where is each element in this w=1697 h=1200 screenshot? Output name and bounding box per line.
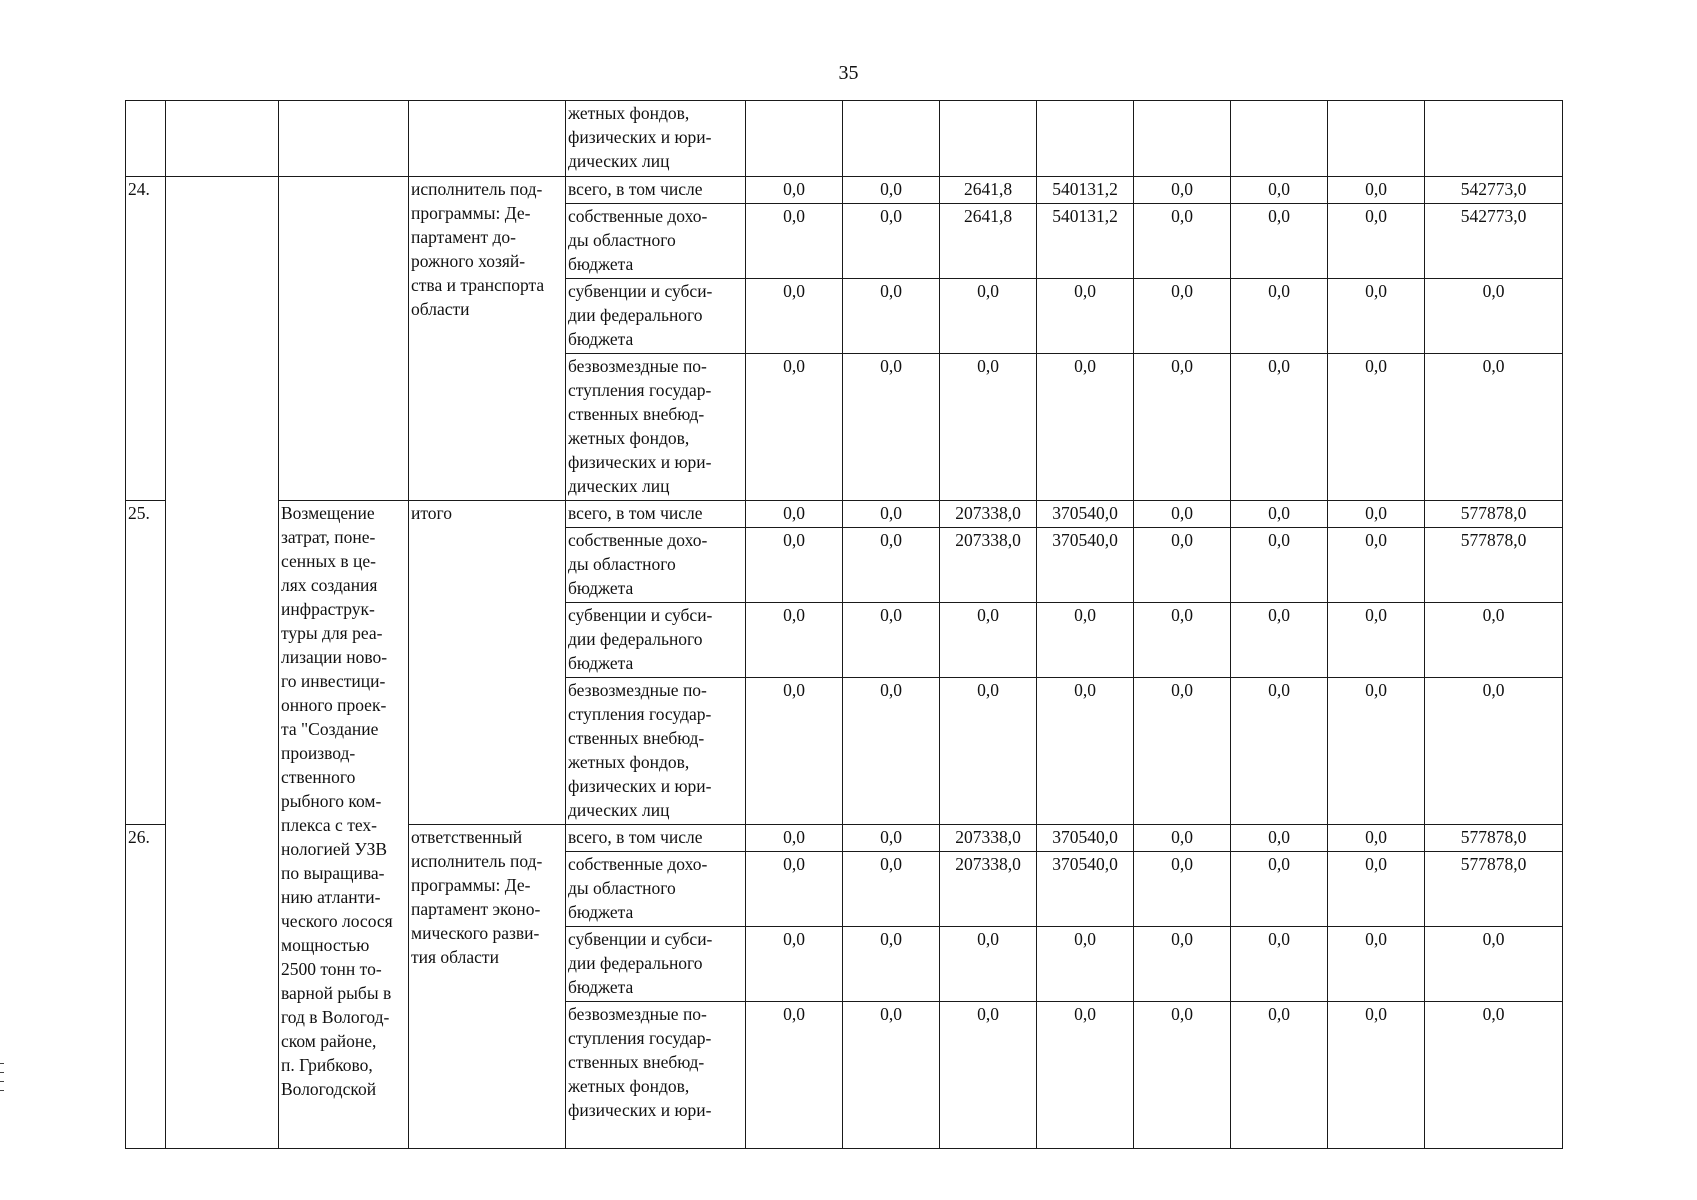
funding-source-cell — [566, 501, 746, 528]
text-line: бюджета — [568, 254, 634, 274]
funding-source-cell — [566, 852, 746, 927]
text-line: варной рыбы в — [281, 983, 392, 1003]
page-number: 35 — [838, 62, 859, 84]
text-line: рыбного ком- — [281, 791, 382, 811]
text-line: дии федерального — [568, 305, 703, 325]
text-line: плекса с тех- — [281, 815, 377, 835]
executor-cell — [409, 501, 566, 825]
value-cell: 0,0 — [1134, 204, 1231, 279]
funding-source-cell — [566, 354, 746, 501]
text-line: ды областного — [568, 878, 676, 898]
text-line: производ- — [281, 743, 356, 763]
value-cell: 0,0 — [843, 501, 940, 528]
value-cell: 0,0 — [1134, 678, 1231, 825]
description-cell — [279, 101, 409, 177]
text-line: безвозмездные по- — [568, 1004, 707, 1024]
value-cell — [1037, 101, 1134, 177]
value-cell — [843, 101, 940, 177]
value-cell: 0,0 — [1231, 177, 1328, 204]
executor-cell — [409, 101, 566, 177]
text-line: ды областного — [568, 230, 676, 250]
value-cell: 0,0 — [1134, 279, 1231, 354]
budget-table — [125, 100, 1563, 1149]
text-line: ственных внебюд- — [568, 728, 705, 748]
row-number-cell: 24. — [126, 177, 166, 501]
text-line: затрат, поне- — [281, 527, 376, 547]
funding-source-cell — [566, 927, 746, 1002]
value-cell: 577878,0 — [1425, 501, 1563, 528]
value-cell — [1134, 101, 1231, 177]
value-cell: 0,0 — [1231, 279, 1328, 354]
text-line: безвозмездные по- — [568, 356, 707, 376]
value-cell: 0,0 — [1231, 603, 1328, 678]
text-line: мощностью — [281, 935, 370, 955]
text-line: сенных в це- — [281, 551, 376, 571]
text-line: Вологодской — [281, 1079, 377, 1099]
value-cell: 0,0 — [746, 927, 843, 1002]
text-line: Возмещение — [281, 503, 375, 523]
value-cell: 0,0 — [1425, 927, 1563, 1002]
value-cell: 0,0 — [1134, 852, 1231, 927]
text-line: всего, в том числе — [568, 827, 703, 847]
text-line: всего, в том числе — [568, 179, 703, 199]
value-cell: 0,0 — [746, 354, 843, 501]
value-cell: 0,0 — [843, 279, 940, 354]
value-cell: 0,0 — [1134, 927, 1231, 1002]
text-line: п. Грибково, — [281, 1055, 373, 1075]
text-line: онного проек- — [281, 695, 387, 715]
row-number-cell: 25. — [126, 501, 166, 825]
text-line: год в Вологод- — [281, 1007, 390, 1027]
value-cell: 0,0 — [940, 279, 1037, 354]
value-cell: 0,0 — [843, 528, 940, 603]
value-cell: 370540,0 — [1037, 528, 1134, 603]
value-cell: 0,0 — [940, 603, 1037, 678]
value-cell: 0,0 — [1037, 603, 1134, 678]
value-cell: 0,0 — [1134, 528, 1231, 603]
text-line: инфраструк- — [281, 599, 375, 619]
text-line: собственные дохо- — [568, 206, 708, 226]
value-cell: 2641,8 — [940, 177, 1037, 204]
value-cell: 0,0 — [1425, 1002, 1563, 1149]
value-cell: 0,0 — [1328, 852, 1425, 927]
text-line: ступления государ- — [568, 1028, 712, 1048]
value-cell — [1231, 101, 1328, 177]
table-row-continuation — [126, 101, 1563, 177]
value-cell: 0,0 — [843, 354, 940, 501]
value-cell: 0,0 — [843, 603, 940, 678]
text-line: лях создания — [281, 575, 378, 595]
measure-description-cell — [279, 501, 409, 1149]
text-line: бюджета — [568, 902, 634, 922]
text-line: собственные дохо- — [568, 530, 708, 550]
value-cell — [1328, 101, 1425, 177]
text-line: жетных фондов, — [568, 1076, 690, 1096]
text-line: ском районе, — [281, 1031, 377, 1051]
value-cell: 0,0 — [1134, 177, 1231, 204]
text-line: собственные дохо- — [568, 854, 708, 874]
value-cell: 0,0 — [1231, 927, 1328, 1002]
funding-source-cell — [566, 603, 746, 678]
value-cell: 0,0 — [1231, 501, 1328, 528]
text-line: физических и юри- — [568, 127, 712, 147]
value-cell: 0,0 — [1134, 825, 1231, 852]
text-line: ственного — [281, 767, 356, 787]
text-line: тия области — [411, 947, 499, 967]
value-cell: 0,0 — [1231, 852, 1328, 927]
value-cell: 0,0 — [1231, 678, 1328, 825]
value-cell: 0,0 — [1231, 528, 1328, 603]
value-cell: 577878,0 — [1425, 528, 1563, 603]
value-cell: 0,0 — [746, 528, 843, 603]
funding-source-cell — [566, 678, 746, 825]
text-line: партамент до- — [411, 227, 516, 247]
value-cell: 0,0 — [843, 852, 940, 927]
value-cell — [940, 101, 1037, 177]
text-line: субвенции и субси- — [568, 605, 713, 625]
budget-table-container — [125, 100, 1562, 1149]
value-cell: 0,0 — [746, 825, 843, 852]
value-cell: 207338,0 — [940, 825, 1037, 852]
funding-source-cell — [566, 279, 746, 354]
value-cell: 542773,0 — [1425, 204, 1563, 279]
text-line: ственных внебюд- — [568, 1052, 705, 1072]
funding-source-cell — [566, 101, 746, 177]
value-cell: 207338,0 — [940, 501, 1037, 528]
value-cell: 0,0 — [746, 501, 843, 528]
value-cell: 370540,0 — [1037, 852, 1134, 927]
value-cell: 0,0 — [1037, 927, 1134, 1002]
value-cell: 0,0 — [1328, 279, 1425, 354]
value-cell: 0,0 — [1037, 678, 1134, 825]
number-cell — [126, 101, 166, 177]
funding-source-cell — [566, 177, 746, 204]
value-cell: 0,0 — [1328, 927, 1425, 1002]
text-line: всего, в том числе — [568, 503, 703, 523]
value-cell: 0,0 — [746, 678, 843, 825]
value-cell: 0,0 — [1231, 825, 1328, 852]
value-cell: 2641,8 — [940, 204, 1037, 279]
value-cell: 0,0 — [1425, 603, 1563, 678]
text-line: дических лиц — [568, 800, 670, 820]
value-cell: 0,0 — [1328, 354, 1425, 501]
value-cell — [1425, 101, 1563, 177]
value-cell: 0,0 — [1037, 354, 1134, 501]
text-line: ческого лосося — [281, 911, 393, 931]
value-cell: 0,0 — [746, 1002, 843, 1149]
text-line: итого — [411, 503, 453, 523]
value-cell: 0,0 — [746, 852, 843, 927]
text-line: жетных фондов, — [568, 103, 690, 123]
value-cell: 0,0 — [1134, 603, 1231, 678]
text-line: 2500 тонн то- — [281, 959, 382, 979]
text-line: мического разви- — [411, 923, 540, 943]
value-cell: 577878,0 — [1425, 825, 1563, 852]
value-cell: 370540,0 — [1037, 825, 1134, 852]
value-cell: 0,0 — [843, 927, 940, 1002]
text-line: жетных фондов, — [568, 752, 690, 772]
scan-edge-marks — [0, 1063, 4, 1103]
text-line: ступления государ- — [568, 380, 712, 400]
text-line: партамент эконо- — [411, 899, 541, 919]
text-line: нию атланти- — [281, 887, 381, 907]
value-cell: 0,0 — [1328, 603, 1425, 678]
value-cell: 0,0 — [1328, 528, 1425, 603]
value-cell: 0,0 — [1231, 204, 1328, 279]
blank-column-cell — [166, 177, 279, 1149]
text-line: области — [411, 299, 470, 319]
text-line: программы: Де- — [411, 203, 531, 223]
funding-source-cell — [566, 1002, 746, 1149]
value-cell: 0,0 — [1037, 279, 1134, 354]
text-line: нологией УЗВ — [281, 839, 388, 859]
text-line: бюджета — [568, 578, 634, 598]
value-cell: 207338,0 — [940, 528, 1037, 603]
value-cell: 577878,0 — [1425, 852, 1563, 927]
value-cell: 0,0 — [1134, 501, 1231, 528]
table-row — [126, 177, 1563, 204]
description-cell — [279, 177, 409, 501]
value-cell: 0,0 — [746, 177, 843, 204]
value-cell: 0,0 — [746, 603, 843, 678]
text-line: ступления государ- — [568, 704, 712, 724]
text-line: дических лиц — [568, 151, 670, 171]
executor-cell — [409, 825, 566, 1149]
value-cell: 540131,2 — [1037, 177, 1134, 204]
value-cell: 0,0 — [746, 204, 843, 279]
value-cell: 0,0 — [1328, 825, 1425, 852]
value-cell: 0,0 — [940, 678, 1037, 825]
text-line: субвенции и субси- — [568, 929, 713, 949]
value-cell: 0,0 — [843, 1002, 940, 1149]
text-line: ства и транспорта — [411, 275, 545, 295]
text-line: физических и юри- — [568, 452, 712, 472]
value-cell: 0,0 — [1425, 354, 1563, 501]
value-cell: 0,0 — [746, 279, 843, 354]
value-cell: 542773,0 — [1425, 177, 1563, 204]
value-cell: 0,0 — [1134, 1002, 1231, 1149]
text-line: та "Создание — [281, 719, 379, 739]
value-cell: 0,0 — [1328, 204, 1425, 279]
table-row — [126, 501, 1563, 528]
value-cell: 0,0 — [1328, 678, 1425, 825]
value-cell: 0,0 — [1425, 678, 1563, 825]
value-cell: 0,0 — [1037, 1002, 1134, 1149]
value-cell: 0,0 — [1134, 354, 1231, 501]
text-line: туры для реа- — [281, 623, 383, 643]
value-cell: 0,0 — [843, 204, 940, 279]
value-cell: 0,0 — [1328, 501, 1425, 528]
value-cell: 0,0 — [940, 1002, 1037, 1149]
text-line: го инвестици- — [281, 671, 386, 691]
value-cell: 0,0 — [843, 678, 940, 825]
text-line: безвозмездные по- — [568, 680, 707, 700]
text-line: жетных фондов, — [568, 428, 690, 448]
value-cell: 0,0 — [1231, 1002, 1328, 1149]
value-cell: 0,0 — [940, 927, 1037, 1002]
text-line: физических и юри- — [568, 776, 712, 796]
text-line: ственных внебюд- — [568, 404, 705, 424]
text-line: программы: Де- — [411, 875, 531, 895]
row-number-cell: 26. — [126, 825, 166, 1149]
value-cell: 0,0 — [1328, 177, 1425, 204]
text-line: дических лиц — [568, 476, 670, 496]
blank-cell — [166, 101, 279, 177]
value-cell: 0,0 — [843, 825, 940, 852]
value-cell: 370540,0 — [1037, 501, 1134, 528]
funding-source-cell — [566, 825, 746, 852]
text-line: по выращива- — [281, 863, 385, 883]
text-line: дии федерального — [568, 953, 703, 973]
text-line: ответственный — [411, 827, 523, 847]
value-cell: 0,0 — [1425, 279, 1563, 354]
value-cell: 0,0 — [843, 177, 940, 204]
text-line: исполнитель под- — [411, 851, 543, 871]
value-cell: 540131,2 — [1037, 204, 1134, 279]
text-line: дии федерального — [568, 629, 703, 649]
value-cell: 0,0 — [940, 354, 1037, 501]
text-line: ды областного — [568, 554, 676, 574]
funding-source-cell — [566, 528, 746, 603]
value-cell: 0,0 — [1231, 354, 1328, 501]
text-line: бюджета — [568, 653, 634, 673]
text-line: рожного хозяй- — [411, 251, 526, 271]
executor-cell — [409, 177, 566, 501]
text-line: лизации ново- — [281, 647, 388, 667]
value-cell — [746, 101, 843, 177]
text-line: исполнитель под- — [411, 179, 543, 199]
funding-source-cell — [566, 204, 746, 279]
text-line: бюджета — [568, 977, 634, 997]
value-cell: 207338,0 — [940, 852, 1037, 927]
text-line: бюджета — [568, 329, 634, 349]
value-cell: 0,0 — [1328, 1002, 1425, 1149]
text-line: физических и юри- — [568, 1100, 712, 1120]
text-line: субвенции и субси- — [568, 281, 713, 301]
